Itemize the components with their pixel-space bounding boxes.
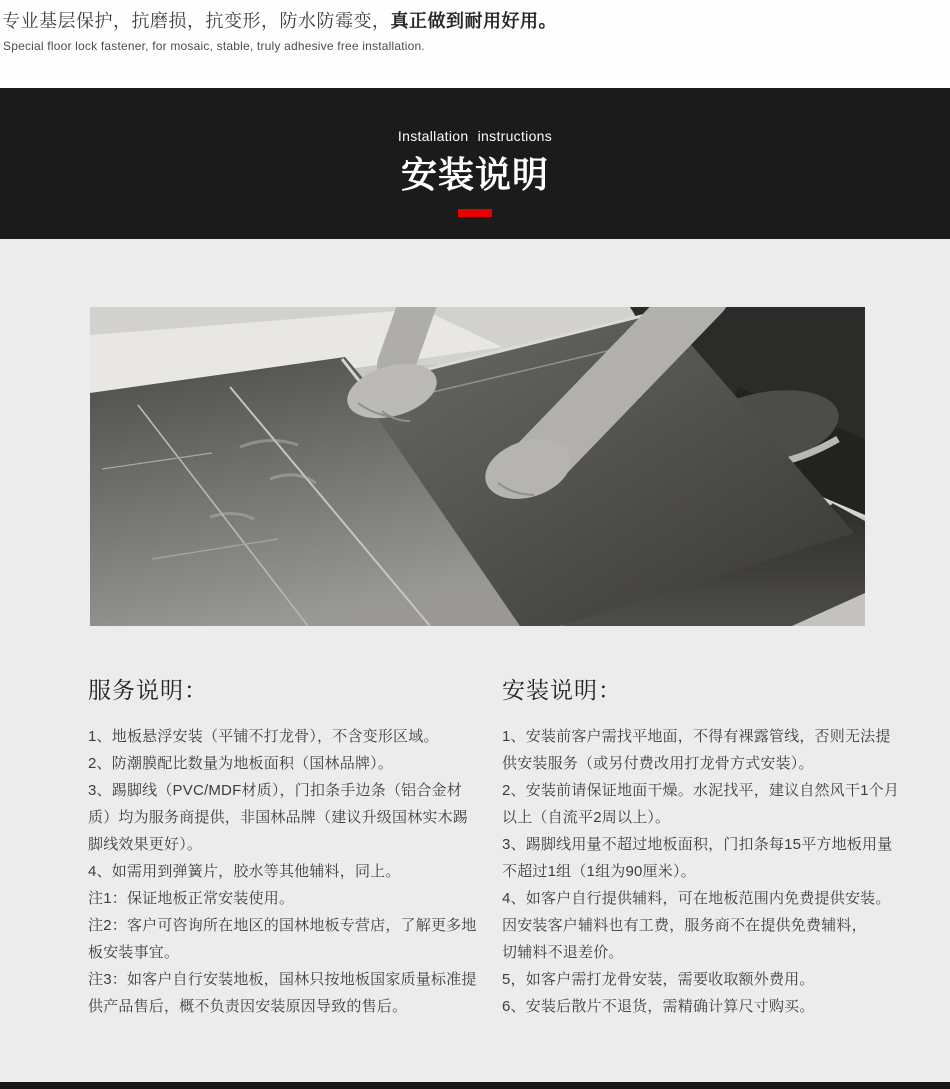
hero-subheadline: Special floor lock fastener, for mosaic, stable, truly adhesive free installation. — [3, 39, 425, 53]
installation-banner — [0, 88, 950, 239]
content-section — [0, 239, 950, 1082]
service-item: 1、地板悬浮安装（平铺不打龙骨），不含变形区域。 — [88, 728, 439, 745]
instructions-columns — [0, 626, 950, 1020]
red-dash-divider — [458, 209, 492, 217]
service-item: 注2：客户可咨询所在地区的国林地板专营店，了解更多地板安装事宜。 — [88, 917, 477, 961]
install-item: 1、安装前客户需找平地面，不得有裸露管线，否则无法提供安装服务（或另付费改用打龙骨方式安装）。 — [502, 728, 891, 772]
hero-headline — [2, 8, 940, 34]
service-item: 4、如需用到弹簧片，胶水等其他辅料，同上。 — [88, 863, 401, 880]
hero-headline-bold: 真正做到耐用好用。 — [390, 11, 557, 31]
hero-section — [0, 0, 950, 88]
install-item: 3、踢脚线用量不超过地板面积，门扣条每15平方地板用量不超过1组（1组为90厘米）。 — [502, 836, 893, 880]
service-item: 3、踢脚线（PVC/MDF材质），门扣条手边条（铝合金材质）均为服务商提供，非国林品牌（建议升级国林实木踢脚线效果更好）。 — [88, 782, 469, 853]
install-item: 6、安装后散片不退货，需精确计算尺寸购买。 — [502, 998, 815, 1015]
service-column — [88, 672, 480, 1020]
install-list — [502, 723, 900, 1020]
service-item: 注3：如客户自行安装地板，国林只按地板国家质量标准提供产品售后，概不负责因安装原因导致的售后。 — [88, 971, 477, 1015]
service-list — [88, 723, 480, 1020]
footer-black-bar — [0, 1082, 950, 1089]
banner-eyebrow: Installation instructions — [397, 128, 553, 144]
service-item: 注1：保证地板正常安装使用。 — [88, 890, 295, 907]
banner-title: 安装说明 — [400, 154, 549, 195]
hero-headline-regular: 专业基层保护，抗磨损，抗变形，防水防霉变， — [2, 11, 391, 31]
install-item: 4、如客户自行提供辅料，可在地板范围内免费提供安装。因安装客户辅料也有工费，服务商不在提供免费辅料， 切辅料不退差价。 — [502, 890, 891, 961]
install-heading: 安装说明： — [502, 677, 622, 703]
installation-photo-image — [90, 307, 865, 626]
service-heading: 服务说明： — [88, 677, 208, 703]
install-column — [502, 672, 900, 1020]
installation-photo — [90, 307, 865, 626]
service-item: 2、防潮膜配比数量为地板面积（国林品牌）。 — [88, 755, 394, 772]
install-item: 2、安装前请保证地面干燥。水泥找平，建议自然风干1个月以上（自流平2周以上）。 — [502, 782, 900, 826]
install-item: 5，如客户需打龙骨安装，需要收取额外费用。 — [502, 971, 815, 988]
